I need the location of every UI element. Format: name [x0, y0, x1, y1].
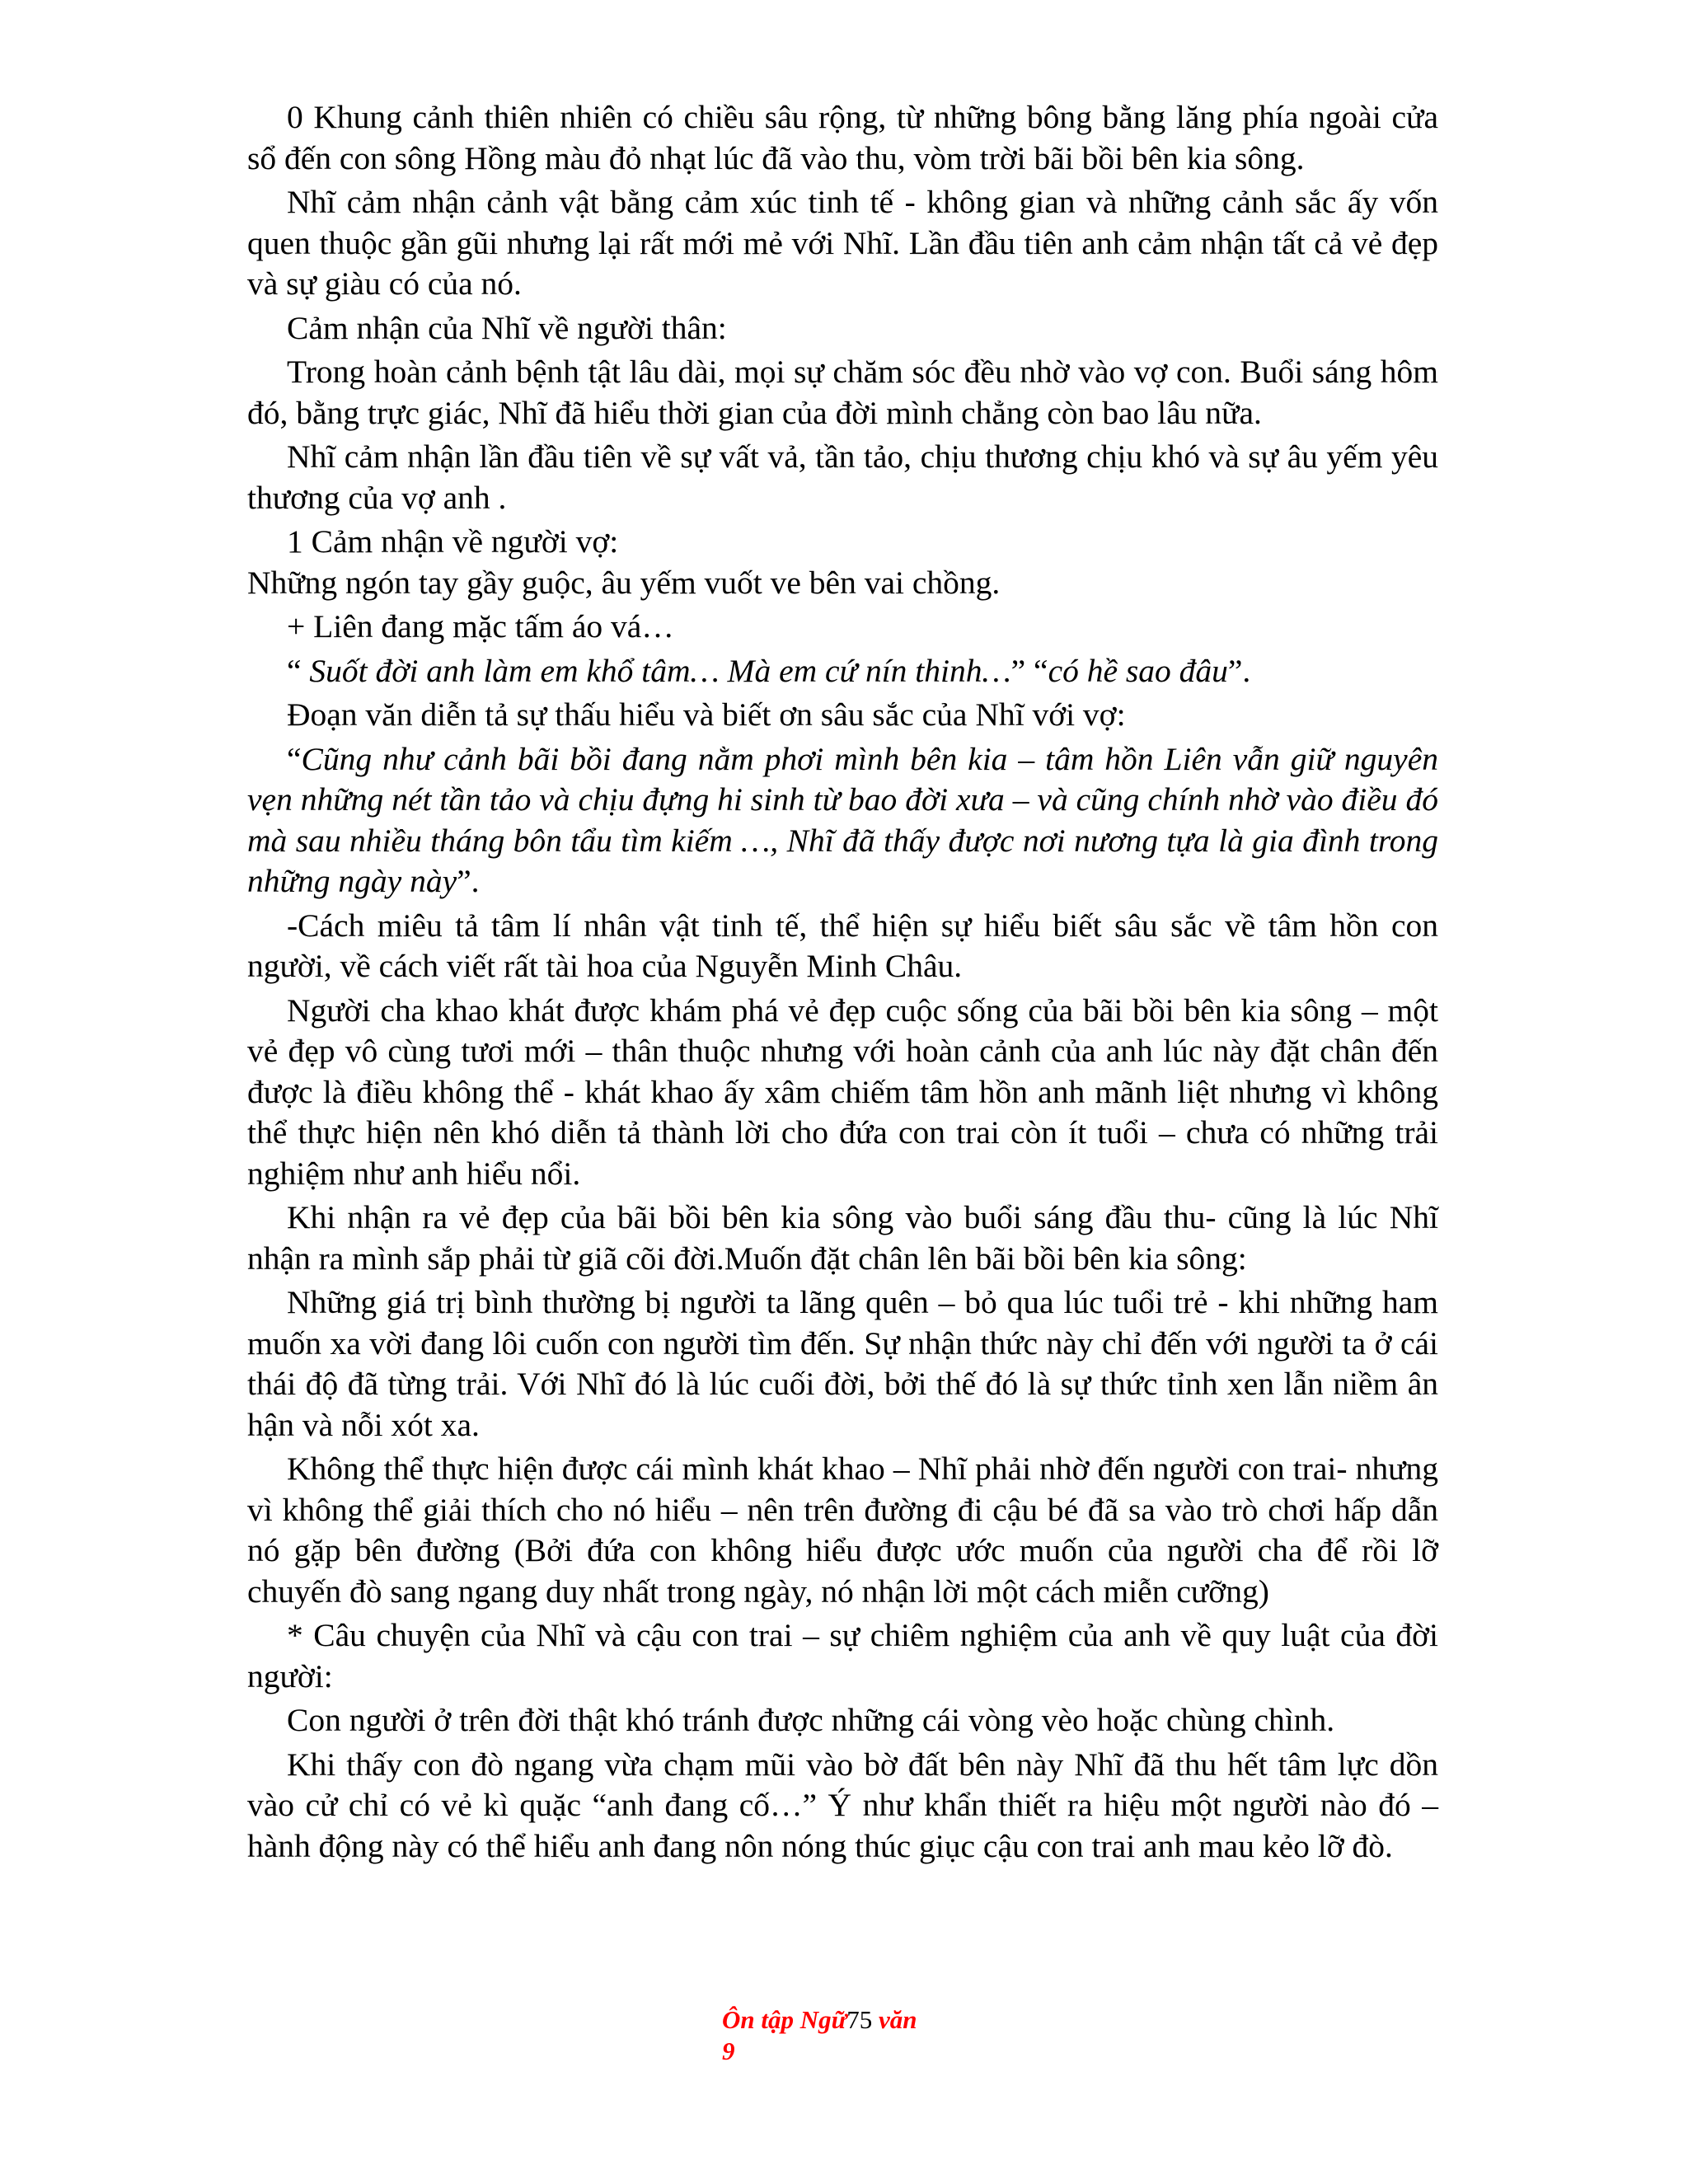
quote-text: Suốt đời anh làm em khổ tâm… Mà em cứ nín thinh…	[309, 652, 1011, 689]
paragraph: 0 Khung cảnh thiên nhiên có chiều sâu rộng, từ những bông bằng lăng phía ngoài cửa sổ đến con sông Hồng màu đỏ nhạt lúc đã vào thu, vòm trời bãi bồi bên kia sông.	[247, 99, 1438, 176]
footer-label: Ôn tập Ngữ	[722, 2005, 847, 2034]
quote-mid: ” “	[1010, 652, 1048, 689]
quote-open: “	[287, 740, 302, 777]
paragraph: Trong hoàn cảnh bệnh tật lâu dài, mọi sự chăm sóc đều nhờ vào vợ con. Buổi sáng hôm đó, bằng trực giác, Nhĩ đã hiểu thời gian của đời mình chẳng còn bao lâu nữa.	[247, 354, 1438, 431]
paragraph: Khi nhận ra vẻ đẹp của bãi bồi bên kia sông vào buổi sáng đầu thu- cũng là lúc Nhĩ nhận ra mình sắp phải từ giã cõi đời.Muốn đặt chân lên bãi bồi bên kia sông:	[247, 1199, 1438, 1277]
quote-text: có hề sao đâu	[1048, 652, 1228, 689]
paragraph: Người cha khao khát được khám phá vẻ đẹp cuộc sống của bãi bồi bên kia sông – một vẻ đẹp vô cùng tươi mới – thân thuộc nhưng với hoàn cảnh của anh lúc này đặt chân đến được là điều không thể - khát khao ấy xâm chiếm tâm hồn anh mãnh liệt nhưng vì không thể thực hiện nên khó diễn tả thành lời cho đứa con trai còn ít tuổi – chưa có những trải nghiệm như anh hiểu nổi.	[247, 991, 1438, 1192]
paragraph: Những giá trị bình thường bị người ta lãng quên – bỏ qua lúc tuổi trẻ - khi những ham muốn xa vời đang lôi cuốn con người tìm đến. Sự nhận thức này chỉ đến với người ta ở cái thái độ đã từng trải. Với Nhĩ đó là lúc cuối đời, bởi thế đó là sự thức tỉnh xen lẫn niềm ân hận và nỗi xót xa.	[247, 1284, 1438, 1443]
section-heading: 1 Cảm nhận về người vợ:	[287, 523, 619, 560]
paragraph: Không thể thực hiện được cái mình khát khao – Nhĩ phải nhờ đến người con trai- nhưng vì không thể giải thích cho nó hiểu – nên trên đường đi cậu bé đã sa vào trò chơi hấp dẫn nó gặp bên đường (Bởi đứa con không hiểu được ước muốn của người cha để rồi lỡ chuyến đò sang ngang duy nhất trong ngày, nó nhận lời một cách miễn cưỡng)	[247, 1451, 1438, 1610]
paragraph: Những ngón tay gầy guộc, âu yếm vuốt ve bên vai chồng.	[247, 564, 1001, 601]
paragraph: * Câu chuyện của Nhĩ và cậu con trai – sự chiêm nghiệm của anh về quy luật của đời người:	[247, 1617, 1438, 1694]
paragraph: Đoạn văn diễn tả sự thấu hiểu và biết ơn sâu sắc của Nhĩ với vợ:	[287, 696, 1126, 733]
bullet-line: + Liên đang mặc tấm áo vá…	[287, 608, 674, 644]
footer-line-1	[722, 2004, 917, 2036]
paragraph: Nhĩ cảm nhận cảnh vật bằng cảm xúc tinh tế - không gian và những cảnh sắc ấy vốn quen thuộc gần gũi nhưng lại rất mới mẻ với Nhĩ. Lần đầu tiên anh cảm nhận tất cả vẻ đẹp và sự giàu có của nó.	[247, 184, 1438, 302]
quote-open: “	[287, 652, 310, 689]
footer-label: văn	[872, 2005, 917, 2034]
paragraph: -Cách miêu tả tâm lí nhân vật tinh tế, thể hiện sự hiểu biết sâu sắc về tâm hồn con người, về cách viết rất tài hoa của Nguyễn Minh Châu.	[247, 907, 1438, 984]
paragraph: Khi thấy con đò ngang vừa chạm mũi vào bờ đất bên này Nhĩ đã thu hết tâm lực dồn vào cử chỉ có vẻ kì quặc “anh đang cố…” Ý như khẩn thiết ra hiệu một người nào đó – hành động này có thể hiểu anh đang nôn nóng thúc giục cậu con trai anh mau kẻo lỡ đò.	[247, 1746, 1438, 1864]
paragraph: Con người ở trên đời thật khó tránh được những cái vòng vèo hoặc chùng chình.	[287, 1702, 1335, 1738]
footer-line-2: 9	[722, 2036, 735, 2065]
quote-close: ”.	[1227, 652, 1251, 689]
page-number: 75	[846, 2005, 873, 2034]
paragraph: Nhĩ cảm nhận lần đầu tiên về sự vất vả, tần tảo, chịu thương chịu khó và sự âu yếm yêu thương của vợ anh .	[247, 438, 1438, 516]
quote-block	[247, 739, 1438, 902]
document-body	[247, 97, 1438, 1867]
quote-line	[247, 651, 1438, 692]
quote-text: Cũng như cảnh bãi bồi đang nằm phơi mình bên kia – tâm hồn Liên vẫn giữ nguyên vẹn những nét tần tảo và chịu đựng hi sinh từ bao đời xưa – và cũng chính nhờ vào điều đó mà sau nhiều tháng bôn tẩu tìm kiếm …, Nhĩ đã thấy được nơi nương tựa là gia đình trong những ngày này	[247, 740, 1438, 899]
page-footer	[722, 2004, 917, 2067]
quote-close: ”.	[457, 863, 480, 899]
section-heading: Cảm nhận của Nhĩ về người thân:	[287, 309, 727, 346]
